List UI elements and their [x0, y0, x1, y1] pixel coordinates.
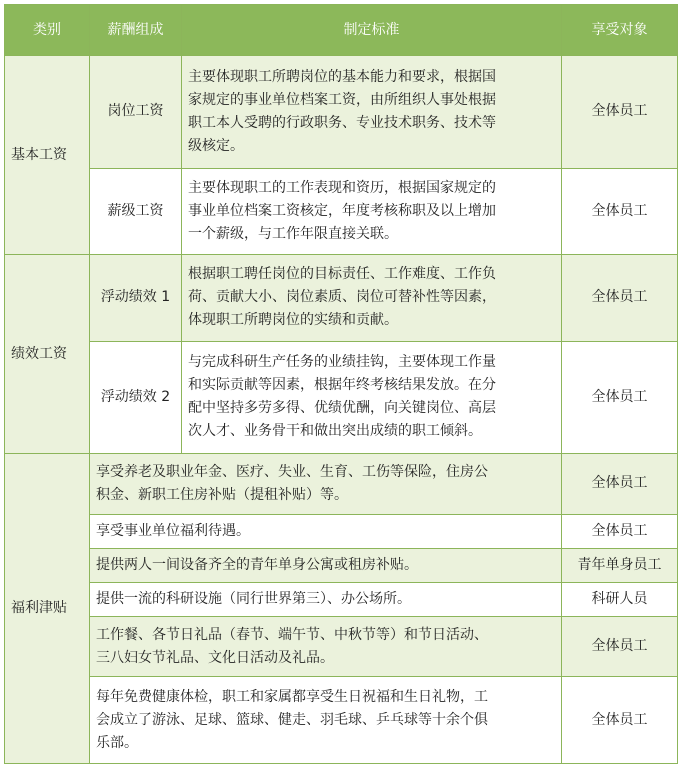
standard-line: 享受事业单位福利待遇。	[96, 522, 250, 539]
standard-cell	[90, 582, 562, 616]
category-cell: 福利津贴	[5, 454, 90, 764]
standard-line: 次人才、业务骨干和做出突出成绩的职工倾斜。	[188, 423, 482, 440]
table-row	[5, 548, 678, 582]
standard-cell	[182, 168, 562, 254]
header-recipients: 享受对象	[562, 5, 678, 56]
recipients-cell: 全体员工	[562, 341, 678, 454]
standard-line: 和实际贡献等因素，根据年终考核结果发放。在分	[188, 377, 496, 394]
component-cell: 薪级工资	[90, 168, 182, 254]
standard-line: 积金、新职工住房补贴（提租补贴）等。	[96, 486, 348, 503]
standard-cell	[90, 454, 562, 514]
standard-cell	[90, 514, 562, 548]
header-standard: 制定标准	[182, 5, 562, 56]
standard-cell	[182, 255, 562, 341]
recipients-cell: 全体员工	[562, 168, 678, 254]
standard-line: 提供两人一间设备齐全的青年单身公寓或租房补贴。	[96, 556, 418, 573]
recipients-cell: 全体员工	[562, 514, 678, 548]
recipients-cell: 全体员工	[562, 677, 678, 764]
recipients-cell: 科研人员	[562, 582, 678, 616]
standard-line: 体现职工所聘岗位的实绩和贡献。	[188, 312, 398, 329]
table-row	[5, 56, 678, 169]
standard-line: 享受养老及职业年金、医疗、失业、生育、工伤等保险，住房公	[96, 463, 488, 480]
standard-line: 主要体现职工的工作表现和资历，根据国家规定的	[188, 179, 496, 196]
recipients-cell: 全体员工	[562, 617, 678, 677]
standard-cell	[90, 677, 562, 764]
standard-cell	[90, 617, 562, 677]
salary-table	[4, 4, 678, 764]
standard-line: 与完成科研生产任务的业绩挂钩，主要体现工作量	[188, 354, 496, 371]
table-row	[5, 255, 678, 341]
table-row	[5, 514, 678, 548]
standard-line: 荷、贡献大小、岗位素质、岗位可替补性等因素，	[188, 289, 496, 306]
standard-line: 职工本人受聘的行政职务、专业技术职务、技术等	[188, 114, 496, 131]
standard-cell	[90, 548, 562, 582]
table-row	[5, 341, 678, 454]
table-row	[5, 582, 678, 616]
standard-line: 配中坚持多劳多得、优绩优酬，向关键岗位、高层	[188, 400, 496, 417]
standard-line: 工作餐、各节日礼品（春节、端午节、中秋节等）和节日活动、	[96, 626, 488, 643]
standard-cell	[182, 341, 562, 454]
standard-line: 三八妇女节礼品、文化日活动及礼品。	[96, 649, 334, 666]
standard-cell	[182, 56, 562, 169]
header-category: 类别	[5, 5, 90, 56]
table-row	[5, 168, 678, 254]
recipients-cell: 全体员工	[562, 56, 678, 169]
standard-line: 事业单位档案工资核定，年度考核称职及以上增加	[188, 202, 496, 219]
header-component: 薪酬组成	[90, 5, 182, 56]
category-cell: 基本工资	[5, 56, 90, 255]
recipients-cell: 青年单身员工	[562, 548, 678, 582]
standard-line: 一个薪级，与工作年限直接关联。	[188, 225, 398, 242]
component-cell: 岗位工资	[90, 56, 182, 169]
component-cell: 浮动绩效 2	[90, 341, 182, 454]
standard-line: 乐部。	[96, 734, 138, 751]
standard-line: 会成立了游泳、足球、篮球、健走、羽毛球、乒乓球等十余个俱	[96, 711, 488, 728]
standard-line: 提供一流的科研设施（同行世界第三）、办公场所。	[96, 591, 411, 608]
table-row	[5, 677, 678, 764]
standard-line: 每年免费健康体检，职工和家属都享受生日祝福和生日礼物，工	[96, 688, 488, 705]
recipients-cell: 全体员工	[562, 454, 678, 514]
standard-line: 级核定。	[188, 137, 244, 154]
recipients-cell: 全体员工	[562, 255, 678, 341]
header-row	[5, 5, 678, 56]
standard-line: 根据职工聘任岗位的目标责任、工作难度、工作负	[188, 266, 496, 283]
category-cell: 绩效工资	[5, 255, 90, 454]
component-cell: 浮动绩效 1	[90, 255, 182, 341]
standard-line: 主要体现职工所聘岗位的基本能力和要求，根据国	[188, 68, 496, 85]
table-row	[5, 617, 678, 677]
table-row	[5, 454, 678, 514]
standard-line: 家规定的事业单位档案工资，由所组织人事处根据	[188, 91, 496, 108]
